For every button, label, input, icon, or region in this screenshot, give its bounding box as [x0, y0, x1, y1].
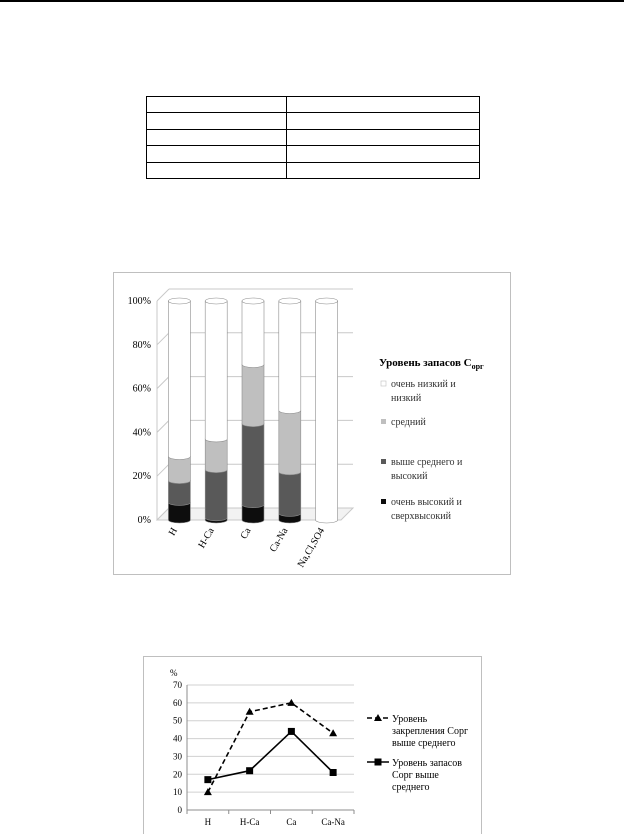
legend-label: низкий — [391, 393, 422, 404]
y-tick-label: 20% — [132, 471, 151, 483]
y-tick-label: 40% — [132, 427, 151, 439]
square-marker — [330, 769, 337, 776]
legend-title-subscript: орг — [471, 362, 484, 371]
square-marker — [246, 767, 253, 774]
legend-square-marker — [375, 759, 382, 766]
series-line — [208, 703, 333, 792]
y-tick-label: 80% — [132, 339, 151, 351]
legend-label: выше среднего и — [391, 457, 463, 468]
legend-label: сверхвысокий — [391, 511, 451, 522]
y-axis-label: % — [170, 668, 178, 678]
x-tick-label: Н — [204, 817, 212, 827]
y-tick-label: 10 — [173, 787, 182, 798]
x-tick-label: Са — [286, 817, 297, 827]
y-tick-label: 50 — [173, 715, 182, 726]
x-tick-label: Н-Са — [239, 817, 260, 827]
legend-label: Уровень — [392, 714, 428, 725]
x-tick-label: Са — [238, 526, 254, 542]
y-tick-label: 20 — [173, 769, 182, 780]
y-tick-label: 30 — [173, 751, 182, 762]
legend-label: высокий — [391, 471, 428, 482]
legend-label: выше среднего — [392, 738, 456, 749]
y-tick-label: 60% — [132, 383, 151, 395]
legend-label: Сорг выше — [392, 770, 439, 781]
y-tick-label: 100% — [127, 296, 151, 307]
x-tick-label: Н — [166, 526, 180, 538]
y-tick-label: 60 — [173, 697, 182, 708]
legend-label: Уровень запасов — [392, 758, 462, 769]
x-tick-label: Н-Са — [196, 526, 217, 551]
square-marker — [204, 776, 211, 783]
x-tick-label: Na,Cl,SO4 — [295, 526, 328, 570]
y-tick-label: 0 — [177, 805, 182, 815]
square-marker — [288, 728, 295, 735]
x-tick-label: Са-Na — [267, 526, 291, 555]
x-tick-label: Са-Na — [321, 817, 345, 827]
y-tick-label: 70 — [173, 680, 182, 690]
legend-label: средний — [391, 417, 426, 428]
y-tick-label: 40 — [173, 733, 182, 744]
legend-label: среднего — [392, 782, 430, 793]
legend-label: очень низкий и — [391, 379, 456, 390]
triangle-marker — [246, 708, 254, 715]
legend-title-main: Уровень запасов С — [379, 357, 472, 369]
legend-label: очень высокий и — [391, 497, 462, 508]
legend-label: закрепления Сорг — [392, 726, 469, 737]
y-tick-label: 0% — [137, 515, 151, 526]
